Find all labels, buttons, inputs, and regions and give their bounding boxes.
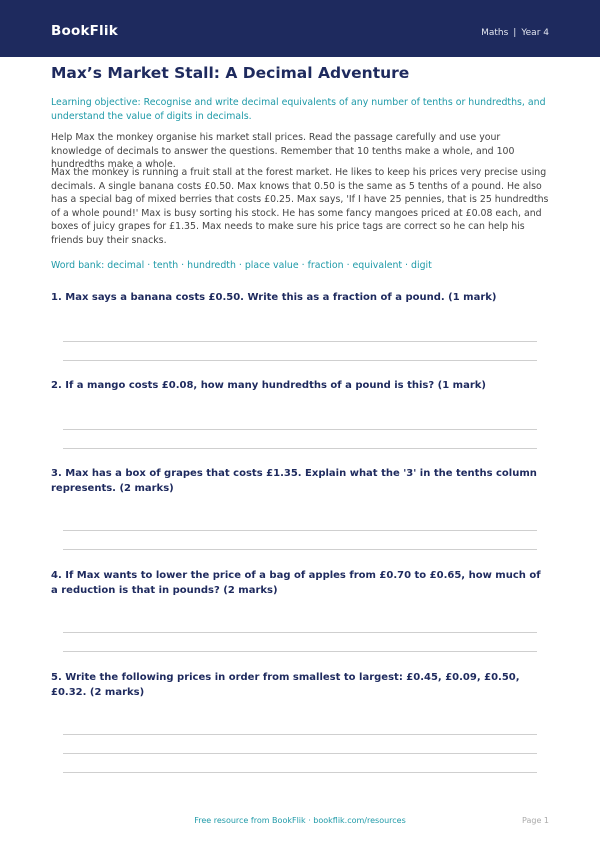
instructions: Help Max the monkey organise his market stall prices. Read the passage carefully and use your knowledge of decimals to answer the questions. Remember that 10 tenths make a whole, and 100 hundredths make a whole. (51, 132, 515, 170)
answer-line[interactable] (63, 360, 537, 361)
reading-passage: Max the monkey is running a fruit stall at the forest market. He likes to keep his prices very precise using decimals. A single banana costs £0.50. Max knows that 0.50 is the same as 5 tenths of a pound. He also has a special bag of mixed berries that costs £0.25. Max says, 'If I have 25 pennies, that is 25 hundredths of a whole pound!' Max is busy sorting his stock. He has some fancy mangoes priced at £0.08 each, and boxes of juicy grapes for £1.35. Max needs to make sure his price tags are correct so he can help his friends buy their snacks. (51, 167, 549, 246)
answer-line[interactable] (63, 429, 537, 430)
answer-line[interactable] (63, 651, 537, 652)
page-number: Page 1 (522, 816, 549, 825)
answer-line[interactable] (63, 753, 537, 754)
year-label: Year 4 (521, 28, 549, 38)
question-2: 2. If a mango costs £0.08, how many hundredths of a pound is this? (1 mark) (51, 380, 486, 391)
question-1: 1. Max says a banana costs £0.50. Write this as a fraction of a pound. (1 mark) (51, 292, 497, 303)
word-bank: Word bank: decimal · tenth · hundredth · place value · fraction · equivalent · digit (51, 260, 432, 271)
subject-name: Maths (481, 28, 509, 38)
answer-line[interactable] (63, 530, 537, 531)
subject-label (481, 28, 549, 38)
question-4: 4. If Max wants to lower the price of a bag of apples from £0.70 to £0.65, how much of a reduction is that in pounds? (2 marks) (51, 570, 541, 596)
page-header (0, 0, 600, 57)
brand-logo: BookFlik (51, 23, 118, 39)
separator: | (513, 28, 517, 38)
answer-line[interactable] (63, 734, 537, 735)
footer-text: Free resource from BookFlik · bookflik.com/resources (194, 816, 406, 825)
question-5: 5. Write the following prices in order from smallest to largest: £0.45, £0.09, £0.50, £0.32. (2 marks) (51, 672, 520, 698)
answer-line[interactable] (63, 632, 537, 633)
learning-objective: Learning objective: Recognise and write decimal equivalents of any number of tenths or hundredths, and understand the value of digits in decimals. (51, 97, 546, 122)
worksheet-title: Max’s Market Stall: A Decimal Adventure (51, 64, 410, 82)
answer-line[interactable] (63, 341, 537, 342)
answer-line[interactable] (63, 772, 537, 773)
answer-line[interactable] (63, 549, 537, 550)
answer-line[interactable] (63, 448, 537, 449)
question-3: 3. Max has a box of grapes that costs £1.35. Explain what the '3' in the tenths column represents. (2 marks) (51, 468, 537, 494)
